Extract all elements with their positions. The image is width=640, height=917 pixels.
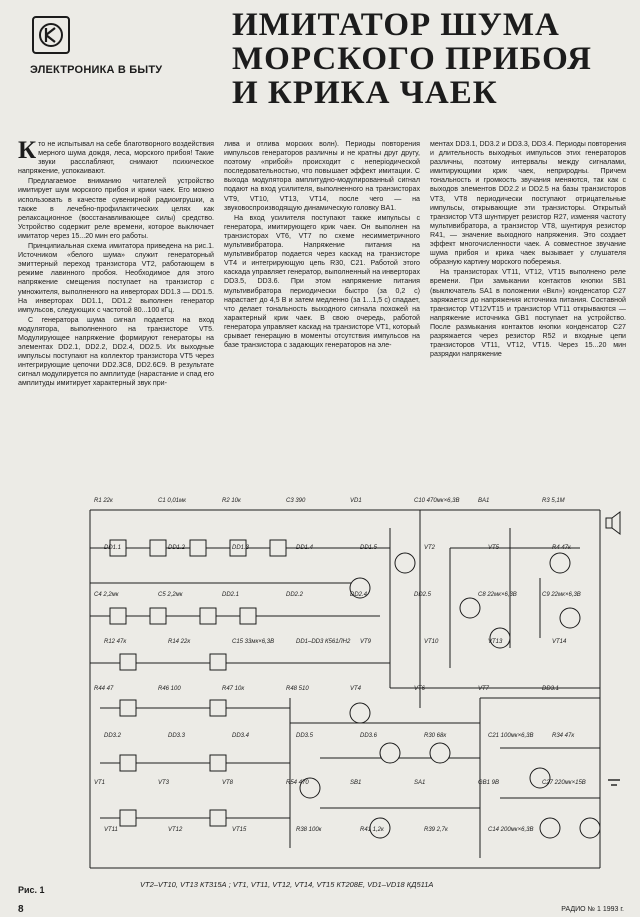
component-label: DD3.5 <box>296 733 314 739</box>
magazine-logo <box>32 16 70 54</box>
component-label: SA1 <box>414 780 426 786</box>
component-label: VT15 <box>232 827 247 833</box>
paragraph: Принципиальная схема имитатора приведена на рис.1. Источником «белого шума» служит генераторный эмиттерный переход транзистора VT2, работающем в режиме лавинного пробоя. Необходимое для этого напряжение смещения поступает на транзистор с умножителя, выполненного на инверторах DD1.3 — DD1.5. На инверторах DD1.1, DD1.2 выполнен генератор импульсов, следующих с частотой 80...100 кГц. <box>18 242 214 314</box>
drop-cap: К <box>18 140 37 164</box>
component-label: VD1 <box>350 498 362 504</box>
component-label: VT4 <box>350 686 362 692</box>
component-label: C14 200мк×6,3В <box>488 827 534 833</box>
page-number: 8 <box>18 904 24 915</box>
issue-info: РАДИО № 1 1993 г. <box>561 906 624 913</box>
component-label: R54 470 <box>286 780 309 786</box>
component-label: C1 0,01мк <box>158 498 186 504</box>
section-rubric: ЭЛЕКТРОНИКА В БЫТУ <box>30 64 163 76</box>
component-label: GB1 9В <box>478 780 500 786</box>
component-label: C3 390 <box>286 498 306 504</box>
component-label: VT11 <box>104 827 118 833</box>
component-label: DD2.2 <box>286 592 304 598</box>
component-label: R12 47к <box>104 639 127 645</box>
component-label: R41 1,2к <box>360 827 384 833</box>
component-label: VT2 <box>424 545 436 551</box>
paragraph: ментах DD3.1, DD3.2 и DD3.3, DD3.4. Периоды повторения и длительность выходных импульсов этих генераторов различны, поэтому интервалы между сигналами, имитирующими крик чаек, неприродны. Причем тональность и громкость звучания меняются, так как с выходов элементов DD2.2 и DD2.5 на базы транзисторов VT3, VT8 периодически поступают отрицательные импульсы, открывающие эти транзисторы. Открытый транзистор VT3 шунтирует резистор R27, изменяя частоту мультивибратора, а транзистор VT8, шунтируя резистор R41, — значение выходного напряжения. Это создает эффект многочисленности чаек. А совместное звучание шума прибоя и крика чаек вызывает у слушателя образную картину морского побережья. <box>430 140 626 267</box>
component-label: VT12 <box>168 827 183 833</box>
component-label: C5 2,2мк <box>158 592 183 598</box>
component-label: DD3.6 <box>360 733 378 739</box>
component-label: R2 10к <box>222 498 241 504</box>
component-label: DD3.2 <box>104 733 122 739</box>
title-line-3: И КРИКА ЧАЕК <box>232 75 498 111</box>
component-label: R14 22к <box>168 639 191 645</box>
component-label: DD3.1 <box>542 686 560 692</box>
component-label: DD2.5 <box>414 592 432 598</box>
paragraph: Предлагаемое вниманию читателей устройство имитирует шум морского прибоя и крики чаек. Его можно использовать в качестве сувенирной радиоигрушки, а также в лечебно-профилактических целях как релаксационное (восстанавливающее силы) средство. Устройство содержит реле времени, которое выключает имитатор через 15...20 мин его работы. <box>18 177 214 240</box>
component-label: C8 22мк×6,3В <box>478 592 517 598</box>
component-label: R38 100к <box>296 827 322 833</box>
component-label: R30 68к <box>424 733 447 739</box>
component-label: R3 5,1М <box>542 498 565 504</box>
figure-label: Рис. 1 <box>18 885 45 895</box>
component-label: VT14 <box>552 639 567 645</box>
paragraph <box>18 140 214 176</box>
component-label: DD1.1 <box>104 545 122 551</box>
component-label: VT9 <box>360 639 372 645</box>
figure-caption: VT2–VT10, VT13 КТ315А ; VT1, VT11, VT12, VT14, VT15 КТ208Е, VD1–VD18 КД511А <box>140 880 434 889</box>
component-label: R46 100 <box>158 686 181 692</box>
component-label: DD2.1 <box>222 592 240 598</box>
component-label: DD2.4 <box>350 592 368 598</box>
component-label: DD1.4 <box>296 545 314 551</box>
text-column-2 <box>224 140 420 475</box>
component-label: C21 100мк×6,3В <box>488 733 534 739</box>
component-label: VT1 <box>94 780 106 786</box>
text-column-1 <box>18 140 214 475</box>
component-label: VT10 <box>424 639 439 645</box>
component-label: VT7 <box>478 686 490 692</box>
component-label: C10 470мк×6,3В <box>414 498 460 504</box>
component-label: DD1.3 <box>232 545 250 551</box>
component-label: C9 22мк×6,3В <box>542 592 581 598</box>
component-label: C15 33мк×6,3В <box>232 639 275 645</box>
text-column-3 <box>430 140 626 475</box>
component-label: R47 10к <box>222 686 245 692</box>
battery-icon <box>608 780 620 785</box>
component-label: R1 22к <box>94 498 113 504</box>
component-label: R39 2,7к <box>424 827 448 833</box>
component-label: R44 47 <box>94 686 114 692</box>
component-label: DD3.4 <box>232 733 250 739</box>
circuit-schematic <box>60 488 628 876</box>
component-label: VT5 <box>488 545 500 551</box>
title-line-1: ИМИТАТОР ШУМА <box>232 7 560 43</box>
component-label: SB1 <box>350 780 362 786</box>
paragraph: лива и отлива морских волн). Периоды повторения импульсов генераторов различны и не кратны друг другу, поэтому «прибой» происходит с неперiодической последовательностью, что повышает эффект имитации. С выхода модулятора амплитудно-модулированный сигнал подают на вход усилителя, выполненного на транзисторах VT9, VT10, VT13, VT14, после чего — на звуковоспроизводящую динамическую головку BA1. <box>224 140 420 212</box>
component-label: R34 47к <box>552 733 575 739</box>
component-label: DD1.2 <box>168 545 186 551</box>
component-label: VT3 <box>158 780 170 786</box>
component-label: VT13 <box>488 639 503 645</box>
component-label: DD3.3 <box>168 733 186 739</box>
component-label: R4 47к <box>552 545 571 551</box>
logo-emblem-icon <box>38 22 64 48</box>
component-label: R48 510 <box>286 686 309 692</box>
component-label: C27 220мк×15В <box>542 780 586 786</box>
component-label: VT6 <box>414 686 426 692</box>
article-body <box>18 140 628 475</box>
component-label: DD1.5 <box>360 545 378 551</box>
schematic-drawing <box>60 488 628 876</box>
component-label: C4 2,2мк <box>94 592 119 598</box>
component-label: VT8 <box>222 780 234 786</box>
article-title <box>232 8 624 110</box>
paragraph: С генератора шума сигнал подается на вход модулятора, выполненного на транзисторе VT5. Модулирующее напряжение формируют генераторы на элементах DD2.1, DD2.2, DD2.4, DD2.5. Их выходные импульсы поступают на коллектор транзистора VT5 через интегрирующие цепочки DD2.3C8, DD2.6C9. В результате сигнал модулируется по амплитуде (нарастание и спад его амплитуды имитирует характерный звук при- <box>18 315 214 388</box>
paragraph: На вход усилителя поступают также импульсы с генератора, имитирующего крик чаек. Он выполнен на транзисторах VT6, VT7 по схеме несимметричного мультивибратора. Напряжение питания на мультивибратор подается через каскад на транзисторе VT4 и интегрирующую цепь R30, C21. Работой этого каскада управляет генератор, выполненный на инверторах DD3.5, DD3.6. При этом напряжение питания мультивибратора периодически быстро (за 0,2 с) нарастает до 4,5 В и затем медленно (за 1...1,5 с) спадает, что делает тональность выходного сигнала похожей на характерный крик чаек. В свою очередь, работой генератора управляет каскад на транзисторе VT1, который срывает генерацию в моменты отсутствия импульсов на базе транзистора с задающих генераторов на эле- <box>224 213 420 350</box>
speaker-icon <box>606 512 620 534</box>
component-label: DD1–DD3 К561ЛН2 <box>296 639 351 645</box>
paragraph: На транзисторах VT11, VT12, VT15 выполнено реле времени. При замыкании контактов кнопки SB1 (выключатель SA1 в положении «Вкл») конденсатор C27 заряжается до напряжения источника питания. Составной транзистор VT12VT15 и транзистор VT11 открываются — напряжение источника GB1 поступает на устройство. После размыкания контактов кнопки конденсатор C27 разряжается через резистор R52 и входные цепи транзисторов VT11, VT12, VT15. Через 15...20 мин разрядки напряжение <box>430 268 626 359</box>
title-line-2: МОРСКОГО ПРИБОЯ <box>232 41 593 77</box>
paragraph-text: то не испытывал на себе благотворного воздействия мерного шума дождя, леса, морского прибоя! Такие звуки расслабляют, снимают психическое напряжение, успокаивают. <box>18 140 214 176</box>
component-label: BA1 <box>478 498 490 504</box>
